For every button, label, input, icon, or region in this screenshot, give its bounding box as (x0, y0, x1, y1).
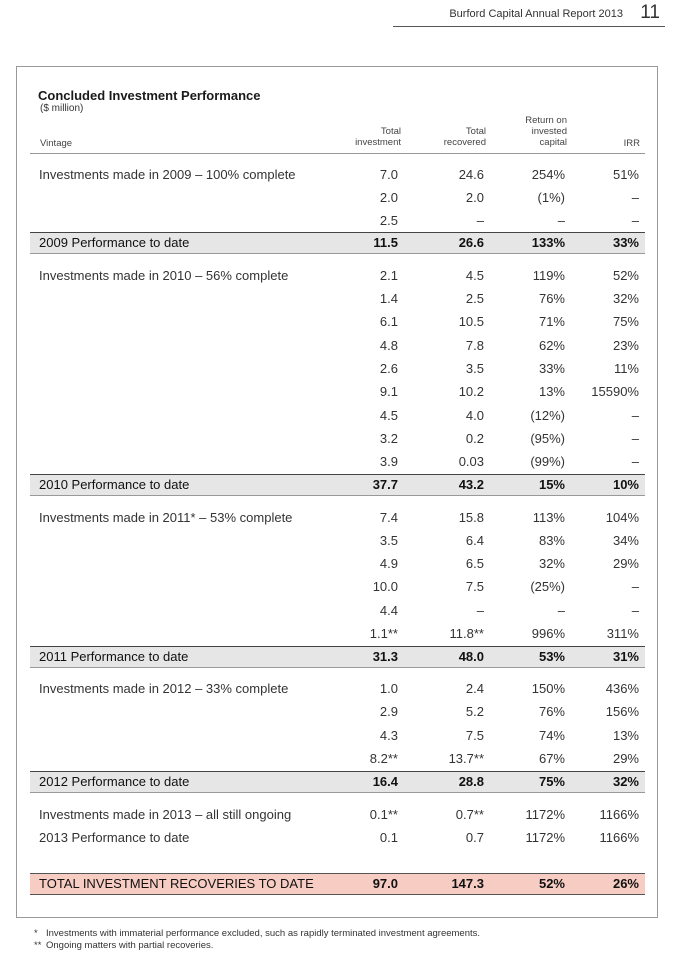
col-header-investment-line: Total (380, 126, 401, 137)
cell-return-on-capital: – (557, 213, 565, 228)
footnote-text: Ongoing matters with partial recoveries. (46, 940, 214, 951)
footnotes (34, 928, 480, 952)
cell-return-on-capital: 113% (532, 510, 565, 525)
cell-total-recovered: – (476, 603, 484, 618)
cell-total-recovered: 0.7 (465, 830, 484, 845)
cell-total-recovered: 6.4 (465, 533, 484, 548)
cell-total-investment: 1.4 (379, 291, 398, 306)
table-row (30, 405, 645, 427)
cell-irr: – (631, 454, 639, 469)
cell-total-recovered: 5.2 (465, 704, 484, 719)
table-row (30, 335, 645, 357)
cell-return-on-capital: 32% (538, 556, 565, 571)
table-row (30, 576, 645, 598)
table-row (30, 428, 645, 450)
cell-irr: 34% (612, 533, 639, 548)
col-header-return (525, 115, 567, 148)
cell-irr: 10% (612, 477, 639, 492)
cell-irr: 32% (612, 774, 639, 789)
row-label: Investments made in 2010 – 56% complete (39, 268, 289, 283)
cell-return-on-capital: 33% (538, 361, 565, 376)
footnote-mark: ** (34, 940, 42, 951)
cell-total-recovered: 48.0 (458, 649, 484, 664)
cell-return-on-capital: 71% (538, 314, 565, 329)
cell-total-recovered: 7.5 (465, 728, 484, 743)
cell-irr: 436% (605, 681, 639, 696)
cell-total-recovered: 6.5 (465, 556, 484, 571)
cell-total-investment: 7.0 (379, 167, 398, 182)
cell-total-recovered: 2.4 (465, 681, 484, 696)
cell-irr: 11% (613, 361, 639, 376)
cell-total-recovered: 4.0 (465, 408, 484, 423)
cell-irr: 52% (612, 268, 639, 283)
cell-total-investment: 10.0 (372, 579, 398, 594)
cell-return-on-capital: 76% (538, 704, 565, 719)
cell-total-investment: 31.3 (372, 649, 398, 664)
cell-total-recovered: 26.6 (458, 235, 484, 250)
row-label: 2011 Performance to date (39, 649, 189, 664)
cell-return-on-capital: 996% (531, 626, 565, 641)
cell-total-recovered: 11.8** (449, 626, 484, 641)
subtotal-row (30, 474, 645, 496)
cell-irr: – (631, 408, 639, 423)
table-row (30, 600, 645, 622)
cell-irr: – (631, 431, 639, 446)
cell-irr: 26% (612, 876, 639, 891)
table-row (30, 553, 645, 575)
cell-irr: 156% (605, 704, 639, 719)
table-row (30, 507, 645, 529)
cell-return-on-capital: (12%) (530, 408, 565, 423)
cell-irr: 13% (612, 728, 639, 743)
cell-irr: – (631, 579, 639, 594)
row-label: 2009 Performance to date (39, 235, 190, 250)
subtotal-row (30, 646, 645, 668)
cell-total-recovered: 7.5 (465, 579, 484, 594)
cell-total-investment: 7.4 (379, 510, 398, 525)
col-header-vintage (40, 138, 72, 149)
cell-total-investment: 3.5 (379, 533, 398, 548)
col-header-return-line: Return on (525, 115, 567, 126)
cell-return-on-capital: 75% (538, 774, 565, 789)
cell-total-recovered: 7.8 (465, 338, 484, 353)
cell-return-on-capital: 15% (538, 477, 565, 492)
row-label: 2013 Performance to date (39, 830, 190, 845)
cell-return-on-capital: 52% (538, 876, 565, 891)
cell-return-on-capital: 1172% (525, 807, 565, 822)
cell-total-investment: 37.7 (372, 477, 398, 492)
col-header-irr (624, 138, 640, 149)
col-header-vintage-label: Vintage (40, 138, 73, 149)
cell-irr: 1166% (599, 807, 639, 822)
cell-total-recovered: 13.7** (448, 751, 484, 766)
cell-return-on-capital: (1%) (537, 190, 565, 205)
row-label: 2010 Performance to date (39, 477, 190, 492)
row-label: Investments made in 2011* – 53% complete (39, 510, 293, 525)
col-header-return-line: invested (531, 126, 567, 137)
row-label: Investments made in 2012 – 33% complete (39, 681, 289, 696)
table-row (30, 381, 645, 403)
total-row (30, 873, 645, 895)
cell-total-investment: 8.2** (369, 751, 398, 766)
cell-total-investment: 3.9 (379, 454, 398, 469)
cell-return-on-capital: 133% (531, 235, 565, 250)
col-header-recovered-line: recovered (443, 137, 486, 148)
cell-total-recovered: 10.5 (458, 314, 484, 329)
cell-return-on-capital: (95%) (530, 431, 565, 446)
cell-return-on-capital: 62% (538, 338, 565, 353)
cell-irr: – (631, 603, 639, 618)
column-header-rule (30, 153, 645, 154)
cell-irr: 311% (606, 626, 639, 641)
table-row (30, 164, 645, 186)
cell-total-investment: 2.0 (379, 190, 398, 205)
cell-irr: 15590% (591, 384, 639, 399)
cell-total-recovered: 24.6 (458, 167, 484, 182)
cell-total-investment: 4.4 (379, 603, 398, 618)
cell-irr: 31% (612, 649, 639, 664)
cell-irr: – (631, 190, 639, 205)
cell-total-recovered: 0.7** (455, 807, 484, 822)
cell-return-on-capital: (99%) (530, 454, 565, 469)
cell-irr: 23% (612, 338, 639, 353)
col-header-recovered-line: Total (465, 126, 486, 137)
cell-return-on-capital: 1172% (525, 830, 565, 845)
col-header-irr-label: IRR (623, 138, 640, 149)
cell-total-investment: 16.4 (372, 774, 398, 789)
cell-irr: 33% (612, 235, 639, 250)
subtotal-row (30, 771, 645, 793)
table-row (30, 701, 645, 723)
table-row (30, 530, 645, 552)
cell-total-investment: 2.5 (379, 213, 398, 228)
table-row (30, 265, 645, 287)
row-label: Investments made in 2013 – all still ongoing (39, 807, 292, 822)
cell-irr: 75% (612, 314, 639, 329)
cell-return-on-capital: 119% (532, 268, 565, 283)
footnote (34, 928, 480, 940)
table-title: Concluded Investment Performance (38, 88, 261, 103)
cell-total-investment: 2.9 (379, 704, 398, 719)
table-row (30, 358, 645, 380)
cell-total-investment: 9.1 (379, 384, 398, 399)
cell-total-recovered: 28.8 (458, 774, 484, 789)
cell-total-investment: 4.9 (379, 556, 398, 571)
cell-total-investment: 2.6 (379, 361, 398, 376)
cell-return-on-capital: 254% (531, 167, 565, 182)
col-header-recovered (444, 126, 486, 148)
cell-total-recovered: 0.03 (458, 454, 484, 469)
table-row (30, 187, 645, 209)
footnote (34, 940, 480, 952)
cell-total-recovered: 3.5 (465, 361, 484, 376)
cell-total-recovered: 43.2 (458, 477, 484, 492)
cell-total-investment: 4.5 (379, 408, 398, 423)
cell-total-investment: 1.0 (379, 681, 398, 696)
col-header-return-line: capital (539, 137, 567, 148)
table-units: ($ million) (40, 103, 84, 114)
cell-irr: 51% (612, 167, 639, 182)
cell-irr: 32% (612, 291, 639, 306)
table-row (30, 748, 645, 770)
cell-irr: 1166% (599, 830, 639, 845)
row-label: 2012 Performance to date (39, 774, 190, 789)
cell-irr: 29% (612, 556, 639, 571)
cell-total-investment: 3.2 (379, 431, 398, 446)
table-row (30, 623, 645, 645)
footnote-text: Investments with immaterial performance excluded, such as rapidly terminated investment agreements. (46, 928, 481, 939)
table-row (30, 827, 645, 849)
table-row (30, 804, 645, 826)
page-header (0, 0, 677, 28)
cell-irr: 29% (612, 751, 639, 766)
cell-total-investment: 4.3 (379, 728, 398, 743)
table-row (30, 725, 645, 747)
table-row (30, 451, 645, 473)
cell-total-investment: 97.0 (372, 876, 398, 891)
footnote-mark: * (34, 928, 38, 939)
cell-total-investment: 4.8 (379, 338, 398, 353)
cell-total-recovered: 2.5 (465, 291, 484, 306)
col-header-investment-line: investment (355, 137, 401, 148)
cell-return-on-capital: 150% (531, 681, 565, 696)
row-label: TOTAL INVESTMENT RECOVERIES TO DATE (39, 876, 314, 891)
report-title: Burford Capital Annual Report 2013 (449, 8, 623, 20)
cell-total-investment: 0.1** (369, 807, 398, 822)
cell-total-recovered: 4.5 (465, 268, 484, 283)
cell-irr: 104% (605, 510, 639, 525)
cell-return-on-capital: 74% (538, 728, 565, 743)
cell-return-on-capital: 13% (538, 384, 565, 399)
col-header-investment (355, 126, 401, 148)
cell-total-investment: 1.1** (369, 626, 398, 641)
row-label: Investments made in 2009 – 100% complete (39, 167, 296, 182)
cell-return-on-capital: 67% (538, 751, 565, 766)
cell-total-recovered: 0.2 (465, 431, 484, 446)
cell-return-on-capital: 76% (538, 291, 565, 306)
cell-return-on-capital: 53% (538, 649, 565, 664)
cell-return-on-capital: – (557, 603, 565, 618)
cell-total-recovered: 15.8 (458, 510, 484, 525)
header-rule (393, 26, 665, 27)
page-number: 11 (640, 2, 660, 23)
cell-return-on-capital: 83% (538, 533, 565, 548)
subtotal-row (30, 232, 645, 254)
cell-total-investment: 6.1 (379, 314, 398, 329)
cell-total-recovered: 2.0 (465, 190, 484, 205)
cell-total-recovered: 10.2 (458, 384, 484, 399)
cell-total-investment: 0.1 (379, 830, 398, 845)
cell-total-investment: 2.1 (379, 268, 398, 283)
cell-total-recovered: – (476, 213, 484, 228)
cell-irr: – (631, 213, 639, 228)
cell-return-on-capital: (25%) (530, 579, 565, 594)
cell-total-investment: 11.5 (373, 235, 398, 250)
table-row (30, 678, 645, 700)
table-row (30, 311, 645, 333)
table-row (30, 288, 645, 310)
cell-total-recovered: 147.3 (451, 876, 484, 891)
table-row (30, 210, 645, 232)
